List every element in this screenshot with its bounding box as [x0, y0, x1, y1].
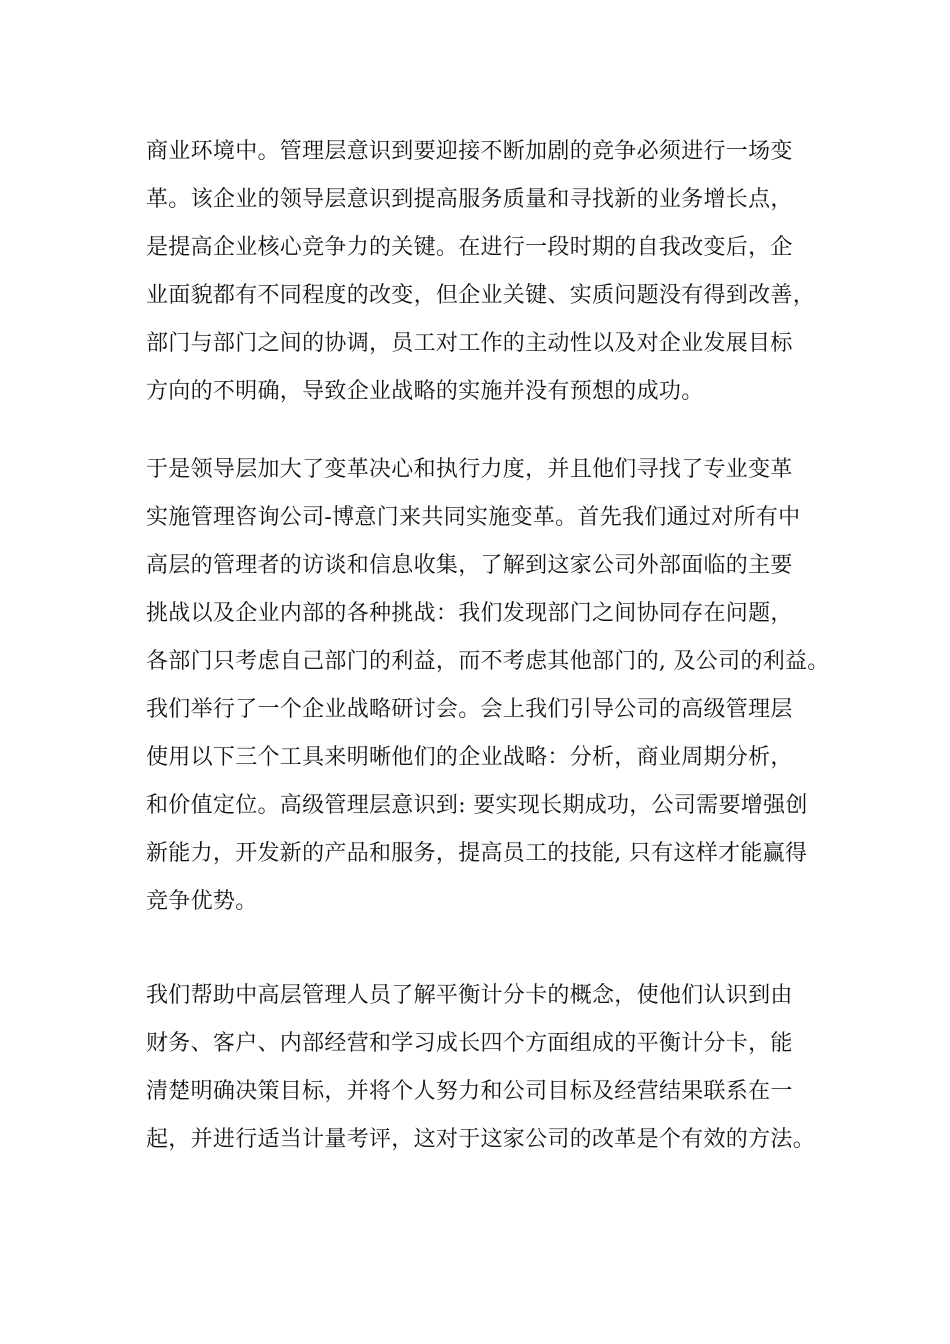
text-line: 高层的管理者的访谈和信息收集，了解到这家公司外部面临的主要	[146, 553, 793, 578]
text-line: 各部门只考虑自己部门的利益，而不考虑其他部门的, 及公司的利益。	[146, 649, 830, 674]
text-line: 挑战以及企业内部的各种挑战：我们发现部门之间协同存在问题，	[146, 601, 793, 626]
paragraph-1	[146, 128, 836, 416]
text-line: 我们帮助中高层管理人员了解平衡计分卡的概念，使他们认识到由	[146, 983, 793, 1008]
text-line: 财务、客户、内部经营和学习成长四个方面组成的平衡计分卡，能	[146, 1031, 793, 1056]
text-line: 业面貌都有不同程度的改变，但企业关键、实质问题没有得到改善，	[146, 283, 816, 308]
text-line: 竞争优势。	[146, 889, 258, 914]
text-line: 于是领导层加大了变革决心和执行力度，并且他们寻找了专业变革	[146, 457, 793, 482]
text-line: 新能力，开发新的产品和服务，提高员工的技能, 只有这样才能赢得	[146, 841, 808, 866]
paragraph-2	[146, 446, 836, 926]
text-line: 实施管理咨询公司-博意门来共同实施变革。首先我们通过对所有中	[146, 505, 801, 530]
text-line: 使用以下三个工具来明晰他们的企业战略：分析，商业周期分析，	[146, 745, 793, 770]
text-line: 革。该企业的领导层意识到提高服务质量和寻找新的业务增长点，	[146, 187, 793, 212]
text-line: 方向的不明确，导致企业战略的实施并没有预想的成功。	[146, 379, 704, 404]
text-line: 部门与部门之间的协调，员工对工作的主动性以及对企业发展目标	[146, 331, 793, 356]
text-line: 商业环境中。管理层意识到要迎接不断加剧的竞争必须进行一场变	[146, 139, 793, 164]
text-line: 我们举行了一个企业战略研讨会。会上我们引导公司的高级管理层	[146, 697, 793, 722]
text-line: 和价值定位。高级管理层意识到: 要实现长期成功，公司需要增强创	[146, 793, 808, 818]
text-line: 是提高企业核心竞争力的关键。在进行一段时期的自我改变后，企	[146, 235, 793, 260]
text-line: 起，并进行适当计量考评，这对于这家公司的改革是个有效的方法。	[146, 1127, 816, 1152]
text-line: 清楚明确决策目标，并将个人努力和公司目标及经营结果联系在一	[146, 1079, 793, 1104]
paragraph-3	[146, 972, 836, 1164]
